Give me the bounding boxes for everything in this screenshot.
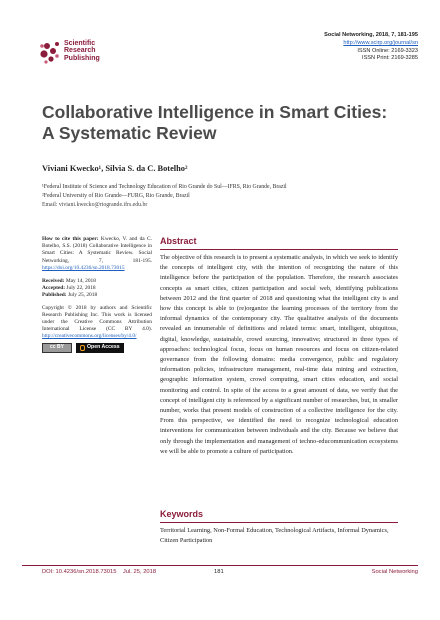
abstract-heading: Abstract xyxy=(160,236,197,246)
article-title: Collaborative Intelligence in Smart Cities: A Systematic Review xyxy=(42,102,388,143)
copyright-text: Copyright © 2018 by authors and Scientific Research Publishing Inc. This work is licensed under the Creative Commons Attribution International License (CC BY 4.0). xyxy=(42,304,152,333)
accepted-date: July 22, 2018 xyxy=(66,284,96,291)
citation-block xyxy=(42,236,152,272)
footer-doi: DOI: 10.4236/sn.2018.73015 Jul. 25, 2018 xyxy=(42,569,157,575)
cite-label: How to cite this paper: xyxy=(42,236,99,242)
affiliation-2: ²Federal University of Rio Grande—FURG, Rio Grande, Brazil xyxy=(42,192,190,199)
cite-doi-link[interactable]: https://doi.org/10.4236/sn.2018.73015 xyxy=(42,264,125,271)
issn-online: ISSN Online: 2169-3323 xyxy=(357,47,418,54)
license-link[interactable]: http://creativecommons.org/licenses/by/4.0/ xyxy=(42,333,137,340)
open-access-badge xyxy=(76,343,124,353)
published-date: July 25, 2018 xyxy=(67,291,98,298)
dates-block xyxy=(42,278,152,300)
open-lock-icon xyxy=(80,345,85,351)
copyright-block xyxy=(42,305,152,353)
cc-by-badge-icon[interactable]: cc BY xyxy=(42,343,72,353)
publisher-name-line: Scientific xyxy=(64,40,96,47)
affiliations xyxy=(42,183,402,209)
affiliation-1: ¹Federal Institute of Science and Technology Education of Rio Grande do Sul—IFRS, Rio Grande, Brazil xyxy=(42,184,287,190)
accepted-label: Accepted: xyxy=(42,284,66,291)
journal-info xyxy=(324,32,418,63)
journal-citation: Social Networking, 2018, 7, 181-195 xyxy=(324,32,418,38)
keywords-divider xyxy=(160,522,398,523)
keywords-heading: Keywords xyxy=(160,509,204,519)
open-access-label: Open Access xyxy=(87,344,120,351)
received-date: May 14, 2018 xyxy=(65,277,96,284)
received-label: Received: xyxy=(42,277,65,284)
keywords-text: Territorial Learning, Non-Formal Education, Technological Artifacts, Informal Dynamics, Citizen Participation xyxy=(160,527,389,545)
abstract-text: The objective of this research is to present a systematic analysis, in which we seek to identify the concepts of intelligent city, with the intention of recognizing the nature of this intelligence before the participation of the population. Therefore, the research associates concepts as smart cities, citizen participation and social web, identifying publications between 2012 and the first quarter of 2018 and questioning what the intelligent city is and how this concept is able to (re)organize the learning processes of the territory from the informal dynamics of the contemporary city. The qualitative analysis of the documents revealed an innumerable of definitions and related terms: smart, intelligent, ubiquitous, digital, knowledge, sustainable, crowd sourcing, innovative; structured in three types of approaches: technological focus, focus on human resources and focus on citizen-related governance from the following domains: media convergence, public and regulatory information policies, infrastructure management, real-time data mining and extraction, geographic information system, crowd computing, smart cities education, and social monitoring and control. In spite of the access to a great amount of data, we verify that the concept of intelligent city is referenced by a significant number of researches, but, in smaller number, works that present models of construction of a collective intelligence for the city. From this perspective, we identified the need to recognize technological education interventions for communication between individuals and the city. Because we believe that only through the implementation and management of techno-educommunication ecosystems we will be able to promote a culture of participation. xyxy=(160,254,398,455)
article-sidebar xyxy=(42,236,152,358)
page-number: 181 xyxy=(214,569,224,575)
license-badges xyxy=(42,343,152,353)
published-label: Published: xyxy=(42,291,67,298)
issn-print: ISSN Print: 2169-3285 xyxy=(362,55,418,62)
journal-url-link[interactable]: http://www.scirp.org/journal/sn xyxy=(343,39,418,46)
abstract-divider xyxy=(160,249,398,250)
author-email: Email: viviani.kwecko@riogrande.ifrs.edu.br xyxy=(42,201,148,208)
publisher-name xyxy=(64,40,100,62)
footer-divider xyxy=(22,565,418,566)
cite-text: Kwecko, V. and da C. Botelho, S.S. (2018) Collaborative Intelligence in Smart Cities: A Systematic Review. Social Networking, 7, 181-195. xyxy=(42,236,153,264)
footer-journal: Social Networking xyxy=(371,569,418,575)
article-authors: Viviani Kwecko¹, Silvia S. da C. Botelho² xyxy=(42,164,188,173)
publisher-name-line: Research xyxy=(64,47,96,55)
publisher-name-line: Publishing xyxy=(64,54,100,62)
publisher-logo-icon xyxy=(38,40,178,70)
